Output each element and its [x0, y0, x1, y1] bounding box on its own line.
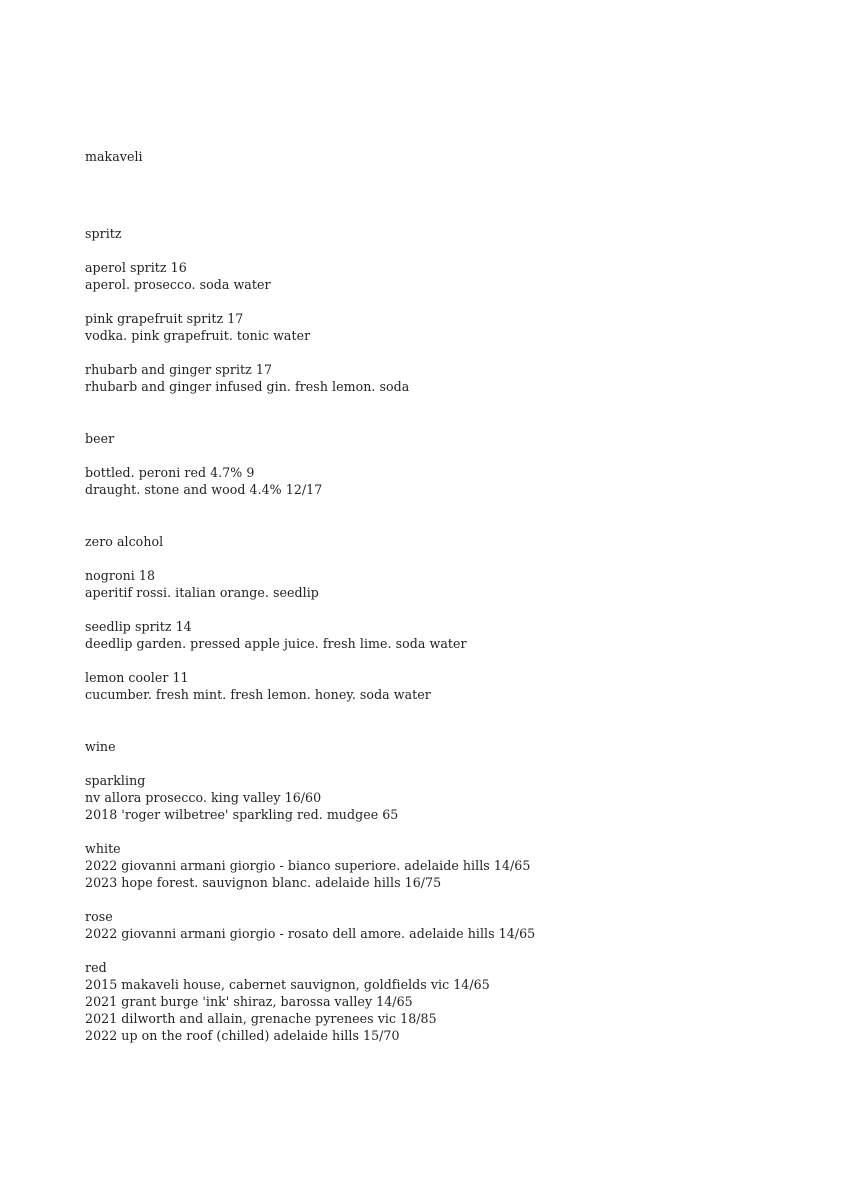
wine-group-label: rose	[85, 909, 113, 924]
item-description: cucumber. fresh mint. fresh lemon. honey. soda water	[85, 687, 431, 702]
wine-group-label: sparkling	[85, 773, 146, 788]
wine-line: 2015 makaveli house, cabernet sauvignon, goldfields vic 14/65	[85, 977, 490, 992]
beer-line: draught. stone and wood 4.4% 12/17	[85, 482, 323, 497]
item-description: aperitif rossi. italian orange. seedlip	[85, 585, 319, 600]
wine-line: 2018 'roger wilbetree' sparkling red. mudgee 65	[85, 807, 399, 822]
item-name: seedlip spritz 14	[85, 619, 192, 634]
wine-group-white	[85, 840, 805, 891]
menu-item	[85, 669, 805, 703]
section-heading-spritz: spritz	[85, 226, 122, 241]
menu-item	[85, 259, 805, 293]
item-description: rhubarb and ginger infused gin. fresh lemon. soda	[85, 379, 410, 394]
item-description: vodka. pink grapefruit. tonic water	[85, 328, 311, 343]
wine-line: 2022 giovanni armani giorgio - rosato dell amore. adelaide hills 14/65	[85, 926, 536, 941]
menu-item	[85, 361, 805, 395]
section-heading-wine: wine	[85, 739, 116, 754]
item-name: pink grapefruit spritz 17	[85, 311, 244, 326]
wine-line: 2023 hope forest. sauvignon blanc. adelaide hills 16/75	[85, 875, 442, 890]
wine-line: 2022 up on the roof (chilled) adelaide hills 15/70	[85, 1028, 400, 1043]
wine-line: 2021 dilworth and allain, grenache pyrenees vic 18/85	[85, 1011, 437, 1026]
brand-name: makaveli	[85, 149, 143, 164]
wine-group-red	[85, 959, 805, 1044]
wine-group-label: red	[85, 960, 107, 975]
item-description: aperol. prosecco. soda water	[85, 277, 271, 292]
drinks-menu	[85, 148, 805, 1044]
item-name: aperol spritz 16	[85, 260, 187, 275]
menu-item	[85, 310, 805, 344]
wine-line: nv allora prosecco. king valley 16/60	[85, 790, 322, 805]
menu-item	[85, 567, 805, 601]
item-description: deedlip garden. pressed apple juice. fresh lime. soda water	[85, 636, 467, 651]
beer-line: bottled. peroni red 4.7% 9	[85, 465, 255, 480]
section-heading-zero-alcohol: zero alcohol	[85, 534, 164, 549]
section-heading-beer: beer	[85, 431, 115, 446]
item-name: rhubarb and ginger spritz 17	[85, 362, 273, 377]
wine-group-rose	[85, 908, 805, 942]
wine-group-label: white	[85, 841, 121, 856]
item-name: nogroni 18	[85, 568, 156, 583]
wine-group-sparkling	[85, 772, 805, 823]
wine-line: 2021 grant burge 'ink' shiraz, barossa valley 14/65	[85, 994, 413, 1009]
wine-line: 2022 giovanni armani giorgio - bianco superiore. adelaide hills 14/65	[85, 858, 531, 873]
item-name: lemon cooler 11	[85, 670, 189, 685]
menu-item	[85, 618, 805, 652]
